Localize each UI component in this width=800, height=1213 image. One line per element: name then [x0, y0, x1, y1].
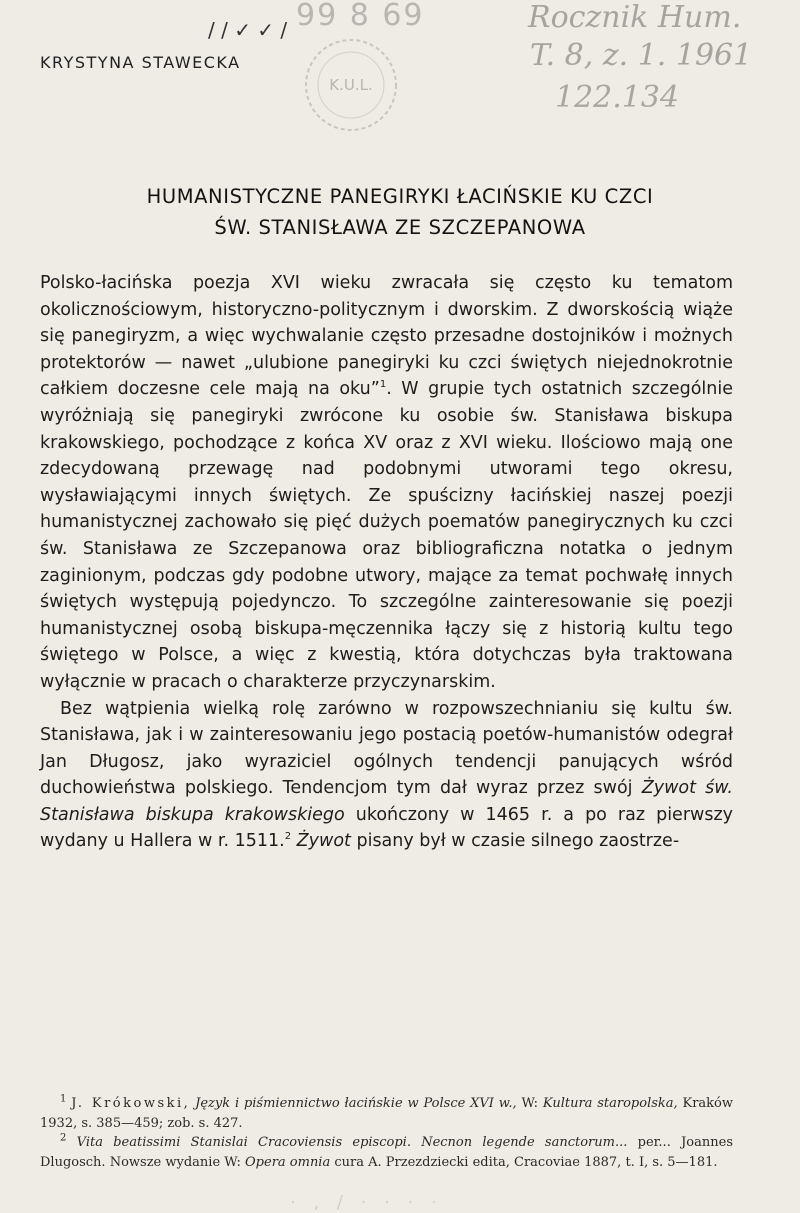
paragraph-2-text-b: ukończony w 1465 r. a po raz pierwszy wydany u Hallera w r. 1511.: [40, 804, 733, 852]
footnote-2-number: 2: [60, 1132, 67, 1144]
handwritten-volume: T. 8, z. 1. 1961: [530, 38, 753, 73]
footnote-1-text-b: Kraków 1932, s. 385—459; zob. s. 427.: [40, 1096, 734, 1131]
stamp-number: 99 8 69: [296, 0, 425, 33]
footnote-2-text-b: cura A. Przezdziecki edita, Cracoviae 1887, t. I, s. 5—181.: [330, 1154, 718, 1170]
footnote-2-text-a: per... Joannes Dlugosch. Nowsze wydanie W:: [40, 1135, 733, 1170]
article-title-line-2: ŚW. STANISŁAWA ZE SZCZEPANOWA: [214, 216, 586, 239]
footnote-1-title: Język i piśmiennictwo łacińskie w Polsce XVI w.,: [195, 1096, 517, 1111]
scan-header-area: [0, 0, 800, 140]
seal-text: K.U.L.: [329, 76, 373, 94]
handwritten-journal-name: Rocznik Hum.: [528, 0, 742, 35]
cited-work-title: Żywot św. Stanisława biskupa krakowskiego: [40, 778, 733, 825]
cited-work-short: Żywot: [296, 831, 351, 852]
article-title-line-1: HUMANISTYCZNE PANEGIRYKI ŁACIŃSKIE KU CZCI: [146, 185, 654, 208]
paragraph-2: [40, 696, 733, 856]
footnote-ref-1: 1: [379, 379, 387, 391]
footnotes: [40, 1094, 733, 1172]
paragraph-1-text-b: . W grupie tych ostatnich szczególnie wyróżniają się panegiryki zwrócone ku osobie św. Stanisława biskupa krakowskiego, pochodzące z końca XV oraz z XVI wieku. Ilościowo mają one zdecydowaną przewagę nad podobnymi utworami tego okresu, wysławiającymi innych świętych. Ze spuścizny łacińskiej naszej poezji humanistycznej zachowało się pięć dużych poematów panegirycznych ku czci św. Stanisława ze Szczepanowa oraz bibliograficzna notatka o jednym zaginionym, podczas gdy podobne utwory, mające za temat pochwałę innych świętych występują pojedynczo. To szczególne zainteresowanie się poezji humanistycznej osobą biskupa-męczennika łączy się z historią kultu tego świętego w Polsce, a więc z kwestią, która dotychczas była traktowana wyłącznie w pracach o charakterze przyczynarskim.: [40, 379, 733, 692]
footnote-2: [40, 1133, 733, 1172]
footnote-1: [40, 1094, 733, 1133]
footnote-1-series: Kultura staropolska,: [542, 1096, 678, 1111]
library-seal-stamp: [296, 30, 406, 140]
footnote-2-series: Opera omnia: [245, 1154, 331, 1170]
footnote-1-number: 1: [60, 1093, 67, 1105]
paragraph-1: [40, 270, 733, 696]
footnote-1-author: J. Krókowski,: [71, 1096, 191, 1111]
bottom-scan-marks: · , / · · · ·: [290, 1192, 443, 1213]
article-body: [40, 270, 733, 855]
handwritten-page-range: 122.134: [555, 80, 680, 115]
author-name: KRYSTYNA STAWECKA: [40, 53, 241, 72]
footnote-2-title: Vita beatissimi Stanislai Cracoviensis episcopi. Necnon legende sanctorum...: [76, 1135, 628, 1150]
paragraph-2-text-a: Bez wątpienia wielką rolę zarówno w rozpowszechnianiu się kultu św. Stanisława, jak i w zainteresowaniu jego postacią poetów-humanistów odegrał Jan Długosz, jako wyraziciel ogólnych tendencji panujących wśród duchowieństwa polskiego. Tendencjom tym dał wyraz przez swój: [40, 698, 733, 799]
ink-check-marks: / / ✓ ✓ /: [208, 18, 288, 42]
paragraph-2-text-c: pisany był w czasie silnego zaostrze-: [350, 831, 680, 852]
footnote-ref-2: 2: [284, 831, 292, 843]
paragraph-1-text-a: Polsko-łacińska poezja XVI wieku zwracała się często ku tematom okolicznościowym, historyczno-politycznym i dworskim. Z dworskością wiąże się panegiryzm, a więc wychwalanie często przesadne dostojników i możnych protektorów — nawet „ulubione panegiryki ku czci świętych niejednokrotnie całkiem doczesne cele mają na oku”: [40, 273, 733, 400]
footnote-1-text-a: W:: [521, 1096, 543, 1111]
